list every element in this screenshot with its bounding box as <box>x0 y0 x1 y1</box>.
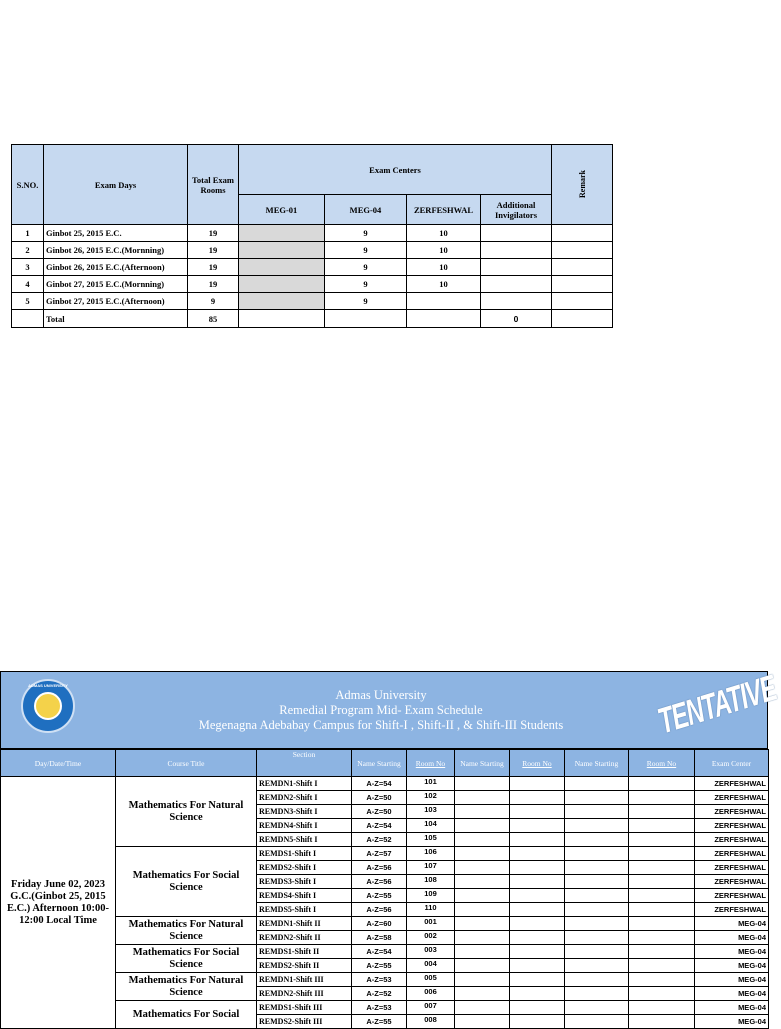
schedule-row <box>1 945 769 959</box>
header-sno: S.NO. <box>12 145 44 225</box>
total-meg04 <box>325 310 407 328</box>
room-no-2-cell <box>510 861 565 875</box>
room-no-cell: 005 <box>407 973 455 987</box>
exam-center-cell: ZERFESHWAL <box>695 805 769 819</box>
name-starting-2-cell <box>455 973 510 987</box>
summary-body <box>12 225 613 310</box>
name-starting-2-cell <box>455 959 510 973</box>
room-no-2-cell <box>510 833 565 847</box>
section-cell: REMDN5-Shift I <box>257 833 352 847</box>
university-name: Admas University <box>335 688 427 702</box>
section-cell: REMDS5-Shift I <box>257 903 352 917</box>
section-cell: REMDS2-Shift III <box>257 1015 352 1029</box>
meg01-cell <box>239 276 325 293</box>
section-cell: REMDN1-Shift I <box>257 777 352 791</box>
name-starting-2-cell <box>455 875 510 889</box>
summary-total-row <box>12 310 613 328</box>
header-day: Day/Date/Time <box>1 750 116 777</box>
header-section: Section <box>257 750 352 777</box>
room-no-3-cell <box>629 875 695 889</box>
total-sno-cell <box>12 310 44 328</box>
exam-center-cell: MEG-04 <box>695 931 769 945</box>
name-starting-2-cell <box>455 987 510 1001</box>
course-title-cell: Mathematics For Natural Science <box>116 917 257 945</box>
header-room-no-3 <box>629 750 695 777</box>
name-starting-cell: A-Z=56 <box>352 875 407 889</box>
room-no-3-cell <box>629 931 695 945</box>
name-starting-3-cell <box>565 875 629 889</box>
exam-day-cell: Friday June 02, 2023 G.C.(Ginbot 25, 2015 E.C.) Afternoon 10:00-12:00 Local Time <box>1 777 116 1029</box>
remark-cell <box>552 276 613 293</box>
exam-day-cell: Ginbot 26, 2015 E.C.(Afternoon) <box>44 259 188 276</box>
name-starting-3-cell <box>565 861 629 875</box>
meg04-cell: 9 <box>325 242 407 259</box>
name-starting-3-cell <box>565 959 629 973</box>
schedule-row <box>1 973 769 987</box>
room-no-3-cell <box>629 777 695 791</box>
name-starting-cell: A-Z=54 <box>352 777 407 791</box>
name-starting-cell: A-Z=58 <box>352 931 407 945</box>
room-no-3-cell <box>629 973 695 987</box>
additional-cell <box>481 225 552 242</box>
exam-day-cell: Ginbot 27, 2015 E.C.(Mornning) <box>44 276 188 293</box>
room-no-2-cell <box>510 889 565 903</box>
room-no-2-cell <box>510 973 565 987</box>
name-starting-2-cell <box>455 833 510 847</box>
room-no-cell: 109 <box>407 889 455 903</box>
name-starting-2-cell <box>455 945 510 959</box>
name-starting-3-cell <box>565 987 629 1001</box>
name-starting-2-cell <box>455 777 510 791</box>
university-logo <box>21 679 75 733</box>
exam-center-cell: ZERFESHWAL <box>695 861 769 875</box>
room-no-cell: 104 <box>407 819 455 833</box>
header-name-starting-2: Name Starting <box>455 750 510 777</box>
remark-label: Remark <box>577 169 587 198</box>
room-no-3-cell <box>629 847 695 861</box>
room-no-2-cell <box>510 959 565 973</box>
room-no-cell: 003 <box>407 945 455 959</box>
header-name-starting: Name Starting <box>352 750 407 777</box>
room-no-3-cell <box>629 791 695 805</box>
course-title-cell: Mathematics For Natural Science <box>116 973 257 1001</box>
name-starting-cell: A-Z=52 <box>352 987 407 1001</box>
meg04-cell: 9 <box>325 293 407 310</box>
exam-center-cell: MEG-04 <box>695 1015 769 1029</box>
room-no-2-cell <box>510 847 565 861</box>
schedule-row <box>1 777 769 791</box>
remark-cell <box>552 293 613 310</box>
room-no-label: Room No <box>415 758 446 768</box>
name-starting-3-cell <box>565 931 629 945</box>
name-starting-2-cell <box>455 847 510 861</box>
additional-cell <box>481 242 552 259</box>
remark-cell <box>552 242 613 259</box>
name-starting-3-cell <box>565 819 629 833</box>
section-cell: REMDN1-Shift II <box>257 917 352 931</box>
name-starting-3-cell <box>565 1015 629 1029</box>
schedule-banner <box>0 668 781 749</box>
room-no-cell: 008 <box>407 1015 455 1029</box>
name-starting-cell: A-Z=56 <box>352 903 407 917</box>
name-starting-2-cell <box>455 861 510 875</box>
room-no-cell: 101 <box>407 777 455 791</box>
header-additional-invigilators: Additional Invigilators <box>481 195 552 225</box>
name-starting-cell: A-Z=60 <box>352 917 407 931</box>
schedule-row <box>1 847 769 861</box>
room-no-3-cell <box>629 917 695 931</box>
name-starting-cell: A-Z=55 <box>352 959 407 973</box>
exam-day-cell: Ginbot 27, 2015 E.C.(Afternoon) <box>44 293 188 310</box>
room-no-cell: 108 <box>407 875 455 889</box>
total-rooms-cell: 19 <box>188 225 239 242</box>
exam-center-cell: MEG-04 <box>695 917 769 931</box>
room-no-label-2: Room No <box>522 758 552 768</box>
meg01-cell <box>239 293 325 310</box>
sno-cell: 4 <box>12 276 44 293</box>
name-starting-cell: A-Z=50 <box>352 791 407 805</box>
room-no-3-cell <box>629 945 695 959</box>
room-no-2-cell <box>510 1015 565 1029</box>
header-zerfeshwal: ZERFESHWAL <box>407 195 481 225</box>
sno-cell: 1 <box>12 225 44 242</box>
room-no-cell: 105 <box>407 833 455 847</box>
header-room-no-2 <box>510 750 565 777</box>
name-starting-2-cell <box>455 1001 510 1015</box>
logo-emblem-icon <box>34 692 62 720</box>
exam-center-cell: ZERFESHWAL <box>695 777 769 791</box>
total-additional: 0 <box>481 310 552 328</box>
sno-cell: 2 <box>12 242 44 259</box>
header-course: Course Title <box>116 750 257 777</box>
section-cell: REMDS3-Shift I <box>257 875 352 889</box>
name-starting-3-cell <box>565 917 629 931</box>
name-starting-3-cell <box>565 805 629 819</box>
exam-center-cell: ZERFESHWAL <box>695 819 769 833</box>
summary-row <box>12 242 613 259</box>
room-no-3-cell <box>629 959 695 973</box>
name-starting-3-cell <box>565 889 629 903</box>
room-no-cell: 002 <box>407 931 455 945</box>
name-starting-3-cell <box>565 945 629 959</box>
room-no-3-cell <box>629 805 695 819</box>
room-no-3-cell <box>629 833 695 847</box>
room-no-3-cell <box>629 1001 695 1015</box>
exam-center-cell: ZERFESHWAL <box>695 791 769 805</box>
section-cell: REMDS4-Shift I <box>257 889 352 903</box>
meg01-cell <box>239 225 325 242</box>
zerfeshwal-cell: 10 <box>407 276 481 293</box>
exam-schedule-table <box>0 749 769 1029</box>
room-no-2-cell <box>510 903 565 917</box>
schedule-row <box>1 917 769 931</box>
meg04-cell: 9 <box>325 225 407 242</box>
logo-text: ADMAS UNIVERSITY <box>28 683 68 688</box>
name-starting-3-cell <box>565 833 629 847</box>
exam-center-cell: ZERFESHWAL <box>695 847 769 861</box>
name-starting-2-cell <box>455 805 510 819</box>
summary-row <box>12 293 613 310</box>
room-no-cell: 102 <box>407 791 455 805</box>
zerfeshwal-cell: 10 <box>407 242 481 259</box>
header-room-no <box>407 750 455 777</box>
room-no-cell: 110 <box>407 903 455 917</box>
total-rooms-cell: 19 <box>188 242 239 259</box>
zerfeshwal-cell <box>407 293 481 310</box>
room-no-2-cell <box>510 1001 565 1015</box>
room-no-2-cell <box>510 945 565 959</box>
course-title-cell: Mathematics For Social Science <box>116 945 257 973</box>
section-cell: REMDN1-Shift III <box>257 973 352 987</box>
meg01-cell <box>239 242 325 259</box>
additional-cell <box>481 293 552 310</box>
zerfeshwal-cell: 10 <box>407 259 481 276</box>
header-exam-days: Exam Days <box>44 145 188 225</box>
name-starting-cell: A-Z=54 <box>352 945 407 959</box>
header-total-rooms: Total Exam Rooms <box>188 145 239 225</box>
room-no-cell: 001 <box>407 917 455 931</box>
course-title-cell: Mathematics For Social <box>116 1001 257 1029</box>
room-no-cell: 107 <box>407 861 455 875</box>
course-title-cell: Mathematics For Natural Science <box>116 777 257 847</box>
name-starting-2-cell <box>455 931 510 945</box>
course-title-cell: Mathematics For Social Science <box>116 847 257 917</box>
name-starting-2-cell <box>455 903 510 917</box>
exam-center-cell: MEG-04 <box>695 987 769 1001</box>
sno-cell: 3 <box>12 259 44 276</box>
room-no-2-cell <box>510 805 565 819</box>
total-zerfeshwal <box>407 310 481 328</box>
name-starting-3-cell <box>565 903 629 917</box>
exam-center-cell: ZERFESHWAL <box>695 875 769 889</box>
room-no-2-cell <box>510 819 565 833</box>
summary-row <box>12 259 613 276</box>
section-cell: REMDS1-Shift II <box>257 945 352 959</box>
total-remark <box>552 310 613 328</box>
room-no-2-cell <box>510 777 565 791</box>
name-starting-cell: A-Z=53 <box>352 973 407 987</box>
room-no-3-cell <box>629 889 695 903</box>
total-label: Total <box>44 310 188 328</box>
name-starting-cell: A-Z=56 <box>352 861 407 875</box>
room-no-3-cell <box>629 1015 695 1029</box>
exam-center-cell: ZERFESHWAL <box>695 903 769 917</box>
section-cell: REMDN2-Shift III <box>257 987 352 1001</box>
room-no-2-cell <box>510 791 565 805</box>
header-exam-centers: Exam Centers <box>239 145 552 195</box>
exam-center-cell: ZERFESHWAL <box>695 889 769 903</box>
total-rooms-cell: 19 <box>188 276 239 293</box>
room-no-2-cell <box>510 917 565 931</box>
name-starting-cell: A-Z=57 <box>352 847 407 861</box>
room-no-3-cell <box>629 819 695 833</box>
remark-cell <box>552 225 613 242</box>
header-meg01: MEG-01 <box>239 195 325 225</box>
name-starting-3-cell <box>565 777 629 791</box>
exam-summary-table <box>11 144 613 328</box>
name-starting-cell: A-Z=54 <box>352 819 407 833</box>
meg04-cell: 9 <box>325 276 407 293</box>
total-rooms-cell: 19 <box>188 259 239 276</box>
name-starting-3-cell <box>565 791 629 805</box>
section-cell: REMDS1-Shift I <box>257 847 352 861</box>
additional-cell <box>481 276 552 293</box>
exam-center-cell: ZERFESHWAL <box>695 833 769 847</box>
name-starting-3-cell <box>565 847 629 861</box>
header-meg04: MEG-04 <box>325 195 407 225</box>
exam-day-cell: Ginbot 26, 2015 E.C.(Mornning) <box>44 242 188 259</box>
header-remark <box>552 145 613 225</box>
schedule-body <box>1 777 769 1029</box>
name-starting-2-cell <box>455 889 510 903</box>
room-no-cell: 106 <box>407 847 455 861</box>
name-starting-3-cell <box>565 973 629 987</box>
name-starting-2-cell <box>455 1015 510 1029</box>
exam-day-cell: Ginbot 25, 2015 E.C. <box>44 225 188 242</box>
name-starting-2-cell <box>455 791 510 805</box>
summary-row <box>12 276 613 293</box>
room-no-cell: 007 <box>407 1001 455 1015</box>
sno-cell: 5 <box>12 293 44 310</box>
total-rooms-cell: 9 <box>188 293 239 310</box>
room-no-label-3: Room No <box>646 758 677 768</box>
name-starting-cell: A-Z=52 <box>352 833 407 847</box>
room-no-cell: 004 <box>407 959 455 973</box>
room-no-3-cell <box>629 903 695 917</box>
header-exam-center: Exam Center <box>695 750 769 777</box>
name-starting-cell: A-Z=55 <box>352 1015 407 1029</box>
exam-center-cell: MEG-04 <box>695 973 769 987</box>
room-no-3-cell <box>629 987 695 1001</box>
total-rooms: 85 <box>188 310 239 328</box>
name-starting-3-cell <box>565 1001 629 1015</box>
summary-row <box>12 225 613 242</box>
section-cell: REMDS1-Shift III <box>257 1001 352 1015</box>
schedule-row <box>1 1001 769 1015</box>
room-no-cell: 103 <box>407 805 455 819</box>
section-cell: REMDN2-Shift I <box>257 791 352 805</box>
room-no-2-cell <box>510 987 565 1001</box>
section-cell: REMDS2-Shift I <box>257 861 352 875</box>
remark-cell <box>552 259 613 276</box>
total-meg01 <box>239 310 325 328</box>
zerfeshwal-cell: 10 <box>407 225 481 242</box>
room-no-3-cell <box>629 861 695 875</box>
name-starting-cell: A-Z=55 <box>352 889 407 903</box>
room-no-cell: 006 <box>407 987 455 1001</box>
section-cell: REMDN4-Shift I <box>257 819 352 833</box>
name-starting-cell: A-Z=50 <box>352 805 407 819</box>
room-no-2-cell <box>510 931 565 945</box>
exam-center-cell: MEG-04 <box>695 1001 769 1015</box>
section-cell: REMDS2-Shift II <box>257 959 352 973</box>
schedule-subtitle: Megenagna Adebabay Campus for Shift-I , Shift-II , & Shift-III Students <box>198 718 564 732</box>
section-cell: REMDN2-Shift II <box>257 931 352 945</box>
exam-center-cell: MEG-04 <box>695 945 769 959</box>
header-name-starting-3: Name Starting <box>565 750 629 777</box>
tentative-stamp: TENTATIVE <box>653 668 781 743</box>
name-starting-2-cell <box>455 917 510 931</box>
additional-cell <box>481 259 552 276</box>
meg04-cell: 9 <box>325 259 407 276</box>
schedule-title: Remedial Program Mid- Exam Schedule <box>279 703 483 717</box>
exam-center-cell: MEG-04 <box>695 959 769 973</box>
name-starting-2-cell <box>455 819 510 833</box>
room-no-2-cell <box>510 875 565 889</box>
meg01-cell <box>239 259 325 276</box>
section-cell: REMDN3-Shift I <box>257 805 352 819</box>
name-starting-cell: A-Z=53 <box>352 1001 407 1015</box>
